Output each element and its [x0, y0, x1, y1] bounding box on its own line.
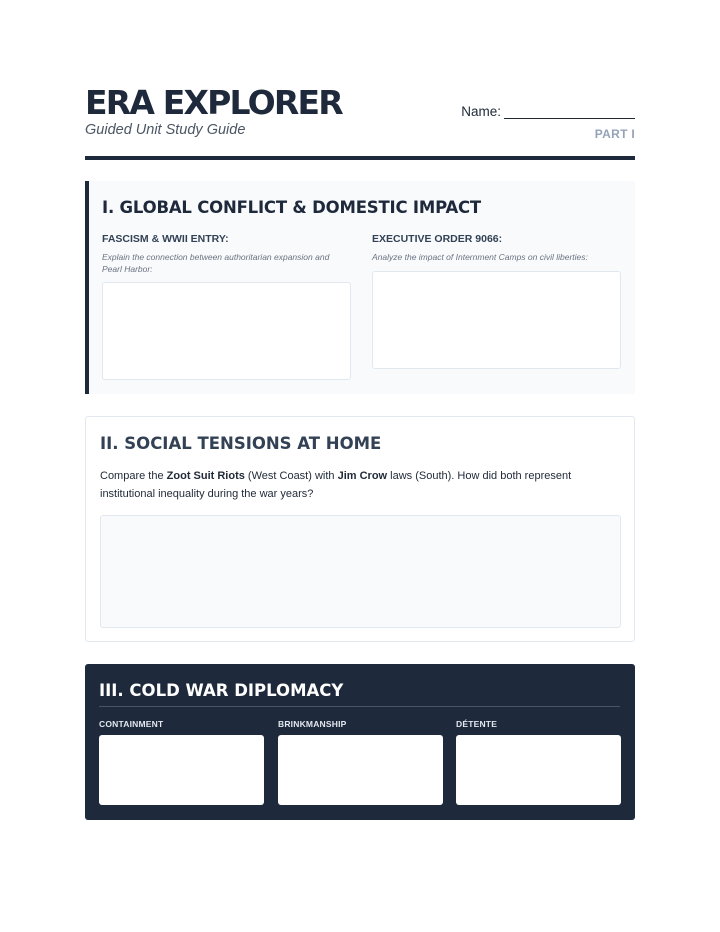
social-tensions-answer-box[interactable]: [100, 515, 621, 628]
comparison-prompt: [100, 467, 600, 503]
name-label: Name:: [461, 104, 501, 119]
worksheet-header: [85, 0, 635, 160]
fascism-answer-box[interactable]: [102, 282, 351, 380]
section-social-tensions: [85, 416, 635, 642]
prompt-text: laws (South). How did both represent institutional inequality during the war years?: [100, 470, 572, 500]
header-divider: [85, 156, 635, 160]
worksheet-page: [85, 0, 635, 729]
fascism-label: FASCISM & WWII ENTRY:: [102, 233, 229, 245]
section-3-heading: III. COLD WAR DIPLOMACY: [99, 681, 344, 700]
page-subtitle: Guided Unit Study Guide: [85, 122, 246, 138]
page-title: ERA EXPLORER: [85, 83, 342, 122]
prompt-term-zoot-suit: Zoot Suit Riots: [166, 470, 245, 482]
name-field[interactable]: [461, 104, 635, 119]
prompt-text: Compare the: [100, 470, 167, 482]
fascism-hint: Explain the connection between authoritarian expansion and Pearl Harbor:: [102, 252, 330, 274]
executive-order-hint: Analyze the impact of Internment Camps on civil liberties:: [372, 252, 588, 262]
prompt-term-jim-crow: Jim Crow: [337, 470, 388, 482]
section-3-divider: [99, 706, 620, 707]
containment-label: CONTAINMENT: [99, 719, 164, 729]
section-global-conflict: [85, 181, 635, 394]
brinkmanship-answer-box[interactable]: [278, 735, 443, 805]
section-cold-war: [85, 664, 635, 820]
detente-answer-box[interactable]: [456, 735, 621, 805]
executive-order-label: EXECUTIVE ORDER 9066:: [372, 233, 503, 245]
containment-answer-box[interactable]: [99, 735, 264, 805]
brinkmanship-label: BRINKMANSHIP: [278, 719, 347, 729]
prompt-text: (West Coast) with: [244, 470, 338, 482]
detente-label: DÉTENTE: [456, 719, 498, 729]
section-1-heading: I. GLOBAL CONFLICT & DOMESTIC IMPACT: [102, 198, 481, 217]
name-input-line[interactable]: [504, 104, 635, 119]
section-2-heading: II. SOCIAL TENSIONS AT HOME: [100, 434, 382, 453]
part-label: PART I: [594, 127, 635, 141]
executive-order-answer-box[interactable]: [372, 271, 621, 369]
